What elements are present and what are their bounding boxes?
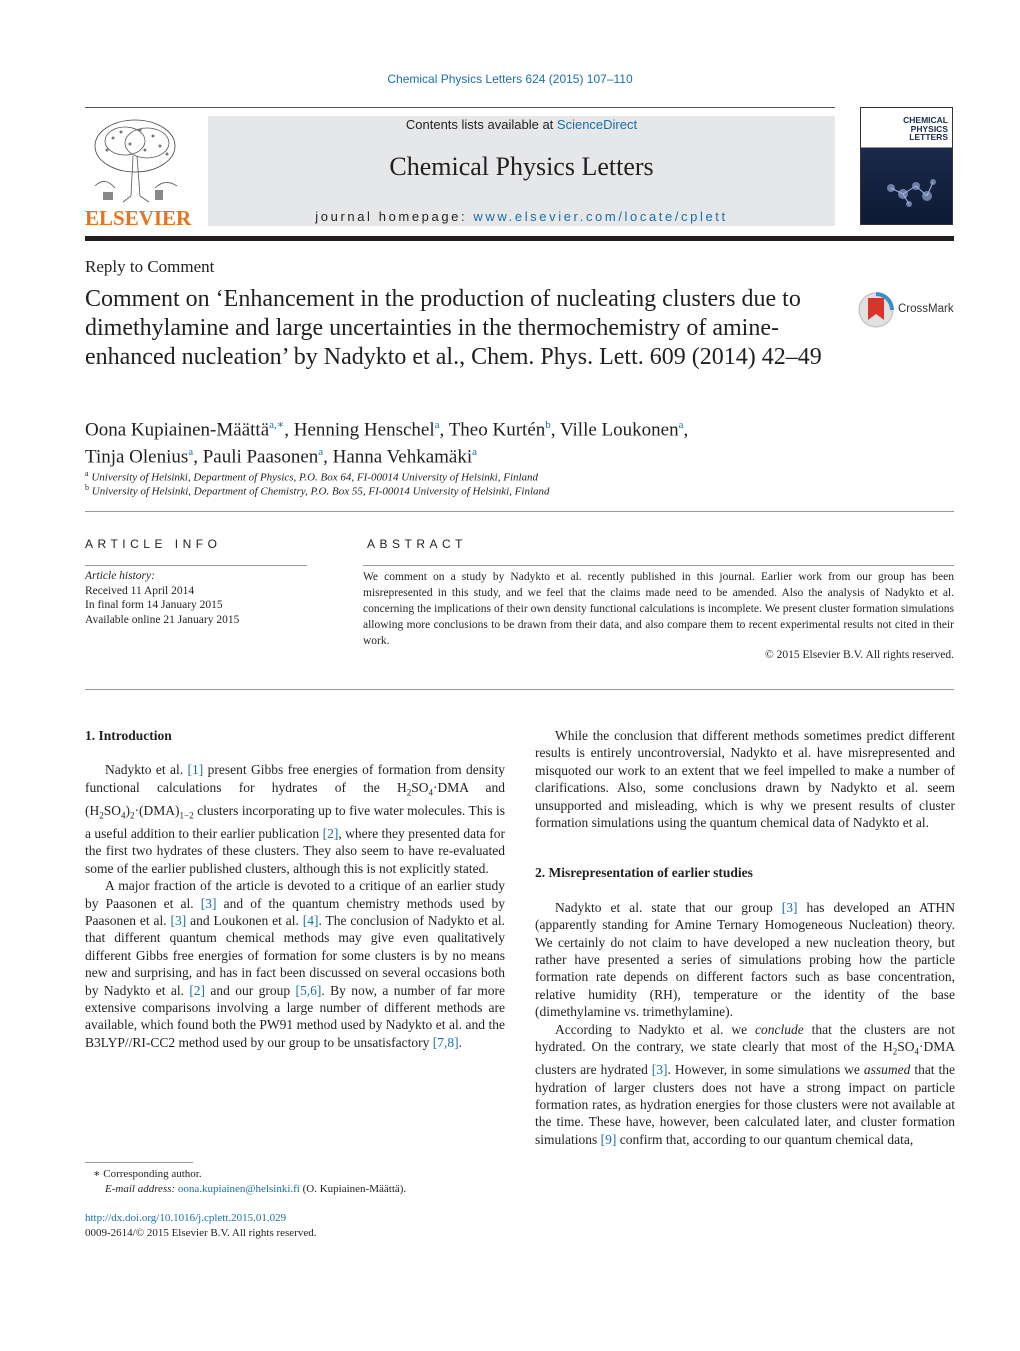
reference-link[interactable]: [7,8] — [432, 1034, 459, 1050]
journal-citation[interactable]: Chemical Physics Letters 624 (2015) 107–110 — [387, 72, 633, 86]
author-name[interactable]: Tinja Olenius — [85, 446, 189, 468]
affiliation — [85, 469, 538, 484]
affiliation-text: University of Helsinki, Department of Chemistry, P.O. Box 55, FI-00014 University of Helsinki, Finland — [91, 485, 550, 498]
abstract-heading: ABSTRACT — [367, 537, 468, 551]
history-label: Article history: — [85, 570, 155, 582]
reference-link[interactable]: [3] — [200, 895, 217, 911]
online-date: Available online 21 January 2015 — [85, 613, 240, 626]
affiliation-marker: b — [85, 483, 89, 492]
email-label: E-mail address: — [105, 1183, 178, 1195]
author-separator: , — [683, 419, 689, 441]
email-suffix: (O. Kupiainen-Määttä). — [299, 1183, 407, 1195]
author-name[interactable]: Hanna Vehkamäki — [332, 446, 473, 468]
cover-title-line: LETTERS — [909, 132, 948, 142]
divider — [85, 565, 307, 566]
reference-link[interactable]: [4] — [302, 913, 319, 929]
header-thick-rule — [85, 236, 954, 241]
cover-title-line: PHYSICS — [910, 123, 948, 134]
author-name[interactable]: Theo Kurtén — [448, 419, 546, 441]
left-column — [85, 727, 505, 1051]
author-name[interactable]: Ville Loukonen — [559, 419, 679, 441]
abstract-text: We comment on a study by Nadykto et al. recently published in this journal. Earlier work from our group has been misrepresented in this study, and we feel that the claims made need to be amended. Also the analysis of Nadykto et al. concerning the implications of their own density functional calculations is incomplete. We present cluster formation simulations allowing more conclusions to be drawn from their data, and also compare them to recent experimental results not cited in their work. — [363, 571, 954, 647]
right-column — [535, 727, 955, 1148]
divider — [85, 689, 954, 690]
sciencedirect-link[interactable]: ScienceDirect — [556, 117, 638, 132]
reference-link[interactable]: [3] — [651, 1062, 668, 1078]
article-title: Comment on ‘Enhancement in the production of nucleating clusters due to dimethylamine and large uncertainties in the thermochemistry of amine-enhanced nucleation’ by Nadykto et al., Chem. Phys. Lett. 609 (2014) 42–49 — [85, 286, 822, 370]
author-affil-marker[interactable]: a — [434, 419, 440, 431]
paragraph: Nadykto et al. [1] present Gibbs free energies of formation from density functional calculations for hydrates of the $H_2SO_4\cdot DMA$ and $(H_2SO_4)_2\cdot(DMA)_{1-2}$ clusters incorporating up to five water molecules. This is a useful addition to their earlier publication [2], where they presented data for the first two hydrates of these clusters. They also seem to have re-evaluated some of the earlier published clusters, although this is not explicitly stated. — [85, 762, 506, 876]
crossmark-icon[interactable] — [858, 290, 896, 330]
doi-block — [85, 1211, 317, 1241]
author-name[interactable]: Pauli Paasonen — [202, 446, 319, 468]
cover-title — [861, 116, 952, 142]
reference-link[interactable]: [3] — [781, 899, 798, 915]
issn-line: 0009-2614/© 2015 Elsevier B.V. All rights reserved. — [85, 1227, 317, 1239]
section-heading-introduction: 1. Introduction — [85, 728, 172, 743]
author-separator: , — [323, 446, 333, 468]
elsevier-wordmark: ELSEVIER — [85, 206, 192, 230]
crossmark-label[interactable]: CrossMark — [898, 303, 954, 315]
author-affil-marker[interactable]: a — [472, 446, 478, 459]
paragraph: Nadykto et al. state that our group [3] has developed an ATHN (apparently standing for Amine Ternary Homogeneous Nucleation) theory. We certainly do not claim to have developed a new nucleation theory, but rather have presented a series of simulations probing how the particle formation rate depends on different factors such as base concentration, relative humidity (RH), temperature or the identity of the base (dimethylamine vs. trimethylamine). — [535, 899, 955, 1020]
affiliation — [85, 483, 550, 498]
author-affil-marker[interactable]: a,∗ — [269, 419, 285, 431]
reference-link[interactable]: [2] — [322, 826, 339, 841]
final-form-date: In final form 14 January 2015 — [85, 599, 223, 611]
author-separator: , — [193, 446, 203, 468]
affiliation-text: University of Helsinki, Department of Physics, P.O. Box 64, FI-00014 University of Helsinki, Finland — [91, 471, 539, 484]
author-list — [85, 414, 845, 469]
paragraph: According to Nadykto et al. we conclude that the clusters are not hydrated. On the contrary, we state clearly that most of the $H_2SO_4\cdot DMA$ clusters are hydrated [3]. However, in some simulations we assumed that the hydration of larger clusters does not have a strong impact on particle formation rates, as hydration energies for those clusters were not available at the time. These have, however, been calculated later, and cluster formation simulations [9] confirm that, according to our quantum chemical data, — [535, 1021, 955, 1147]
author-affil-marker[interactable]: a — [318, 446, 324, 459]
divider — [363, 565, 954, 566]
author-affil-marker[interactable]: a — [678, 419, 684, 431]
received-date: Received 11 April 2014 — [85, 584, 195, 597]
author-separator: , — [550, 419, 560, 441]
cover-title-line: CHEMICAL — [903, 115, 948, 125]
divider — [85, 511, 954, 512]
homepage-link[interactable]: www.elsevier.com/locate/cplett — [473, 209, 728, 224]
reference-link[interactable]: [5,6] — [295, 982, 322, 998]
contents-prefix: Contents lists available at — [405, 117, 557, 132]
author-separator: , — [284, 419, 294, 441]
author-affil-marker[interactable]: a — [188, 446, 194, 459]
email-link[interactable]: oona.kupiainen@helsinki.fi — [177, 1183, 300, 1195]
reference-link[interactable]: [1] — [187, 762, 204, 778]
author-affil-marker[interactable]: b — [545, 419, 551, 431]
author-name[interactable]: Henning Henschel — [293, 419, 435, 441]
cover-molecule-graphic — [861, 148, 952, 224]
article-history — [85, 569, 239, 627]
author-separator: , — [439, 419, 449, 441]
contents-line — [208, 117, 835, 132]
footnote-rule — [85, 1162, 193, 1163]
header-top-rule — [85, 107, 835, 108]
journal-cover-thumbnail — [860, 107, 953, 225]
article-type: Reply to Comment — [85, 257, 215, 276]
footnote — [85, 1167, 406, 1197]
section-heading-misrepresentation: 2. Misrepresentation of earlier studies — [535, 865, 753, 881]
footnote-corresponding-text: Corresponding author. — [103, 1168, 202, 1180]
reference-link[interactable]: [3] — [170, 913, 187, 929]
reference-link[interactable]: [2] — [189, 982, 206, 998]
journal-title: Chemical Physics Letters — [389, 152, 654, 181]
homepage-prefix: journal homepage: — [315, 209, 474, 224]
footnote-mark: ∗ — [93, 1168, 101, 1180]
doi-link[interactable]: http://dx.doi.org/10.1016/j.cplett.2015.01.029 — [85, 1212, 287, 1224]
paragraph: A major fraction of the article is devoted to a critique of an earlier study by Paasonen et al. [3] and of the quantum chemistry methods used by Paasonen et al. [3] and Loukonen et al. [4]. The conclusion of Nadykto et al. that different quantum chemical methods may give even qualitatively different Gibbs free energies of formation for some clusters is by no means new and surprising, and has in fact been discussed on several occasions both by Nadykto et al. [2] and our group [5,6]. By now, a number of far more extensive comparisons involving a large number of different methods are available, which found both the PW91 method used by Nadykto et al. and the B3LYP//RI-CC2 method used by our group to be unsatisfactory [7,8]. — [85, 878, 505, 1050]
author-name[interactable]: Oona Kupiainen-Määttä — [85, 419, 270, 441]
footnote-email — [85, 1182, 406, 1197]
reference-link[interactable]: [9] — [600, 1131, 617, 1147]
journal-homepage — [208, 209, 835, 224]
footnote-corresponding — [85, 1167, 406, 1182]
article-info-heading: ARTICLE INFO — [85, 537, 222, 551]
abstract-copyright: © 2015 Elsevier B.V. All rights reserved. — [765, 649, 954, 661]
paragraph: While the conclusion that different methods sometimes predict different results is entirely uncontroversial, Nadykto et al. have misrepresented and misquoted our work to an extent that we feel impelled to make a number of clarifications. Also, some conclusions drawn by Nadykto et al. seem unsupported and misleading, which is why we present results of cluster formation simulations using the quantum chemical data of Nadykto et al. — [535, 728, 955, 831]
affiliation-marker: a — [85, 469, 89, 478]
